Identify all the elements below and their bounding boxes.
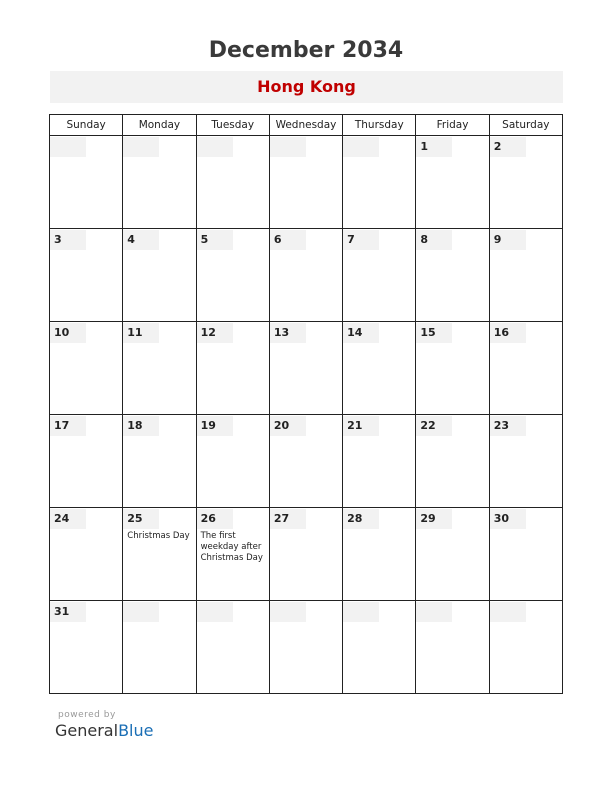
- region-label: Hong Kong: [50, 71, 563, 103]
- day-cell: [123, 229, 196, 322]
- week-row: [50, 601, 563, 694]
- weekday-header: Monday: [123, 115, 196, 136]
- weekday-header: Thursday: [343, 115, 416, 136]
- day-cell: [343, 322, 416, 415]
- day-number: [343, 602, 379, 622]
- day-cell: [489, 229, 562, 322]
- day-number: 8: [416, 230, 452, 250]
- day-cell: [196, 229, 269, 322]
- day-number: 1: [416, 137, 452, 157]
- day-cell: [123, 508, 196, 601]
- day-number: [197, 137, 233, 157]
- day-number: 28: [343, 509, 379, 529]
- day-number: 24: [50, 509, 86, 529]
- day-cell: [269, 415, 342, 508]
- day-cell: [343, 508, 416, 601]
- day-cell: [123, 136, 196, 229]
- day-cell: [416, 229, 489, 322]
- day-number: 5: [197, 230, 233, 250]
- day-cell: [269, 601, 342, 694]
- day-cell: [489, 415, 562, 508]
- day-cell: [196, 508, 269, 601]
- day-cell: [416, 322, 489, 415]
- powered-by-label: powered by: [58, 710, 116, 720]
- day-cell: [196, 136, 269, 229]
- day-cell: [343, 229, 416, 322]
- day-cell: [50, 601, 123, 694]
- day-number: [123, 137, 159, 157]
- day-cell: [269, 508, 342, 601]
- day-number: 9: [490, 230, 526, 250]
- day-number: 13: [270, 323, 306, 343]
- day-cell: [269, 136, 342, 229]
- day-number: [270, 137, 306, 157]
- day-cell: [416, 601, 489, 694]
- day-cell: [196, 415, 269, 508]
- day-number: 17: [50, 416, 86, 436]
- day-cell: [123, 322, 196, 415]
- day-number: [490, 602, 526, 622]
- day-cell: [123, 601, 196, 694]
- day-number: 15: [416, 323, 452, 343]
- day-cell: [416, 508, 489, 601]
- day-number: [197, 602, 233, 622]
- weekday-header: Sunday: [50, 115, 123, 136]
- day-cell: [196, 322, 269, 415]
- holiday-label: Christmas Day: [127, 531, 190, 541]
- day-cell: [489, 508, 562, 601]
- day-cell: [50, 322, 123, 415]
- day-cell: [343, 415, 416, 508]
- day-number: 23: [490, 416, 526, 436]
- day-cell: [343, 136, 416, 229]
- day-cell: [50, 229, 123, 322]
- day-number: [270, 602, 306, 622]
- day-number: 27: [270, 509, 306, 529]
- day-number: [123, 602, 159, 622]
- day-cell: [123, 415, 196, 508]
- week-row: [50, 136, 563, 229]
- brand-logo: [55, 721, 153, 740]
- day-number: 19: [197, 416, 233, 436]
- day-number: 2: [490, 137, 526, 157]
- day-cell: [416, 136, 489, 229]
- weekday-header: Wednesday: [269, 115, 342, 136]
- day-cell: [269, 229, 342, 322]
- day-number: 30: [490, 509, 526, 529]
- day-cell: [269, 322, 342, 415]
- week-row: [50, 415, 563, 508]
- day-number: 12: [197, 323, 233, 343]
- weekday-header-row: [50, 115, 563, 136]
- brand-name-part1: General: [55, 721, 119, 740]
- day-number: 10: [50, 323, 86, 343]
- day-cell: [489, 322, 562, 415]
- day-cell: [50, 508, 123, 601]
- weekday-header: Friday: [416, 115, 489, 136]
- day-number: 4: [123, 230, 159, 250]
- day-number: 26: [197, 509, 233, 529]
- week-row: [50, 508, 563, 601]
- day-number: 7: [343, 230, 379, 250]
- calendar-grid: [49, 114, 563, 694]
- day-cell: [489, 136, 562, 229]
- day-number: [416, 602, 452, 622]
- day-number: 16: [490, 323, 526, 343]
- weekday-header: Tuesday: [196, 115, 269, 136]
- day-number: 22: [416, 416, 452, 436]
- day-number: 18: [123, 416, 159, 436]
- page-title: December 2034: [208, 38, 404, 63]
- day-cell: [50, 136, 123, 229]
- day-cell: [416, 415, 489, 508]
- day-number: 20: [270, 416, 306, 436]
- day-cell: [50, 415, 123, 508]
- day-number: 31: [50, 602, 86, 622]
- holiday-label: The first weekday after Christmas Day: [200, 531, 263, 563]
- day-number: 6: [270, 230, 306, 250]
- day-cell: [196, 601, 269, 694]
- week-row: [50, 229, 563, 322]
- day-number: 3: [50, 230, 86, 250]
- day-number: [50, 137, 86, 157]
- day-number: 11: [123, 323, 159, 343]
- day-cell: [489, 601, 562, 694]
- day-cell: [343, 601, 416, 694]
- day-number: 14: [343, 323, 379, 343]
- week-row: [50, 322, 563, 415]
- weekday-header: Saturday: [489, 115, 562, 136]
- day-number: [343, 137, 379, 157]
- day-number: 25: [123, 509, 159, 529]
- brand-name-part2: Blue: [118, 721, 154, 740]
- day-number: 29: [416, 509, 452, 529]
- day-number: 21: [343, 416, 379, 436]
